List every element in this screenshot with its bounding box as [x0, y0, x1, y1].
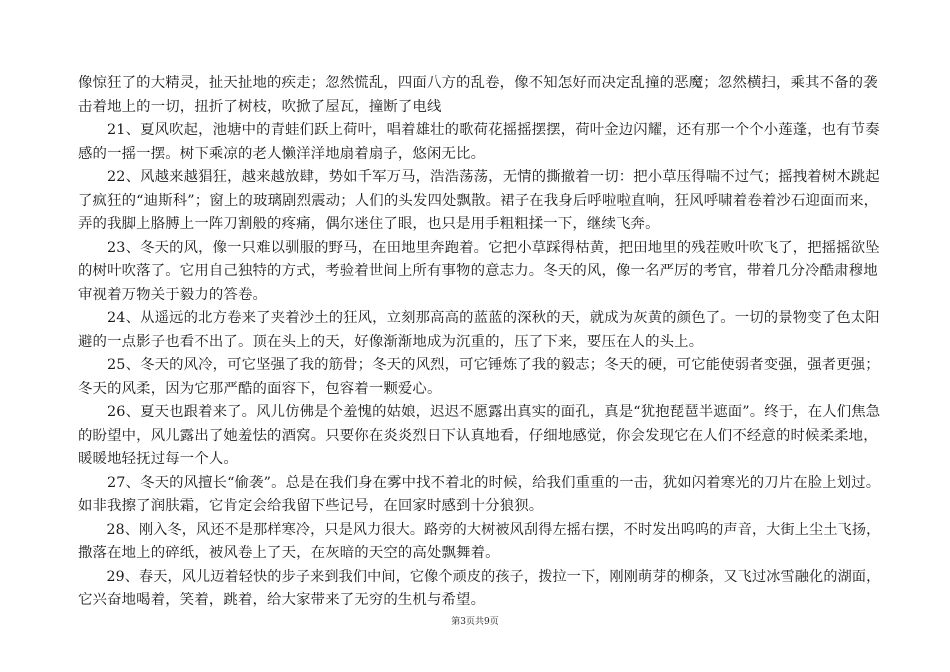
- text-line: 击着地上的一切，扭折了树枝，吹掀了屋瓦，撞断了电线: [78, 98, 442, 115]
- text-line: 28、刚入冬，风还不是那样寒冷，只是风力很大。路旁的大树被风刮得左摇右摆，不时发出呜呜的声音，大街上尘土飞扬，: [78, 521, 881, 538]
- text-line: 它兴奋地喝着，笑着，跳着，给大家带来了无穷的生机与希望。: [78, 592, 486, 608]
- text-line: 感的一摇一摆。树下乘凉的老人懒洋洋地扇着扇子，悠闲无比。: [78, 145, 486, 162]
- text-line: 冬天的风柔，因为它那严酷的面容下，包容着一颗爱心。: [78, 380, 442, 397]
- text-line: 24、从遥远的北方卷来了夹着沙土的狂风，立刻那高高的蓝蓝的深秋的天，就成为灰黄的颜色了。一切的景物变了色太阳: [78, 310, 880, 326]
- text-line: 审视着万物关于毅力的答卷。: [78, 286, 268, 303]
- text-line: 避的一点影子也看不出了。顶在头上的天，好像渐渐地成为沉重的，压了下来，要压在人的头上。: [78, 333, 704, 350]
- text-line: 弄的我脚上胳膊上一阵刀割般的疼痛，偶尔迷住了眼，也只是用手粗粗揉一下，继续飞奔。: [78, 216, 660, 232]
- text-line: 的树叶吹落了。它用自己独特的方式，考验着世间上所有事物的意志力。冬天的风，像一名严厉的考官，带着几分冷酷肃穆地: [78, 263, 878, 279]
- text-line: 暖暖地轻抚过每一个人。: [78, 451, 238, 467]
- text-line: 21、夏风吹起，池塘中的青蛙们跃上荷叶，唱着雄壮的歌荷花摇摇摆摆，荷叶金边闪耀，还有那一个个小莲蓬，也有节奏: [78, 122, 880, 138]
- text-line: 25、冬天的风冷，可它坚强了我的筋骨；冬天的风烈，可它锤炼了我的毅志；冬天的硬，可它能使弱者变强，强者更强；: [78, 357, 880, 373]
- text-line: 27、冬天的风擅长“偷袭”。总是在我们身在雾中找不着北的时候，给我们重重的一击，犹如闪着寒光的刀片在脸上划过。: [78, 474, 881, 491]
- text-line: 像惊狂了的大精灵，扯天扯地的疾走；忽然慌乱，四面八方的乱卷，像不知怎好而决定乱撞的恶魔；忽然横扫，乘其不备的袭: [78, 75, 878, 91]
- page-number: 第3页共9页: [451, 617, 499, 627]
- text-line: 的盼望中，风儿露出了她羞怯的酒窝。只要你在炎炎烈日下认真地看，仔细地感觉，你会发现它在人们不经意的时候柔柔地，: [78, 427, 878, 444]
- text-line: 撒落在地上的碎纸，被风卷上了天，在灰暗的天空的高处飘舞着。: [78, 545, 500, 561]
- text-line: 23、冬天的风，像一只难以驯服的野马，在田地里奔跑着。它把小草踩得枯黄，把田地里的残茬败叶吹飞了，把摇摇欲坠: [78, 239, 880, 256]
- text-line: 26、夏天也跟着来了。风儿仿佛是个羞愧的姑娘，迟迟不愿露出真实的面孔，真是“犹抱琵琶半遮面”。终于，在人们焦急: [78, 404, 881, 420]
- document-body: [78, 72, 880, 613]
- text-line: 如非我擦了润肤霜，它肯定会给我留下些记号，在回家时感到十分狼狈。: [78, 498, 544, 514]
- text-line: 了疯狂的“迪斯科”；窗上的玻璃剧烈震动；人们的头发四处飘散。裙子在我身后呼啦啦直响，狂风呼啸着卷着沙石迎面而来，: [78, 192, 879, 209]
- text-line: 29、春天，风儿迈着轻快的步子来到我们中间，它像个顽皮的孩子，拨拉一下，刚刚萌芽的柳条，又飞过冰雪融化的湖面，: [78, 568, 881, 585]
- text-line: 22、风越来越猖狂，越来越放肆，势如千军万马，浩浩荡荡，无情的撕撤着一切：把小草压得喘不过气；摇拽着树木跳起: [78, 169, 880, 185]
